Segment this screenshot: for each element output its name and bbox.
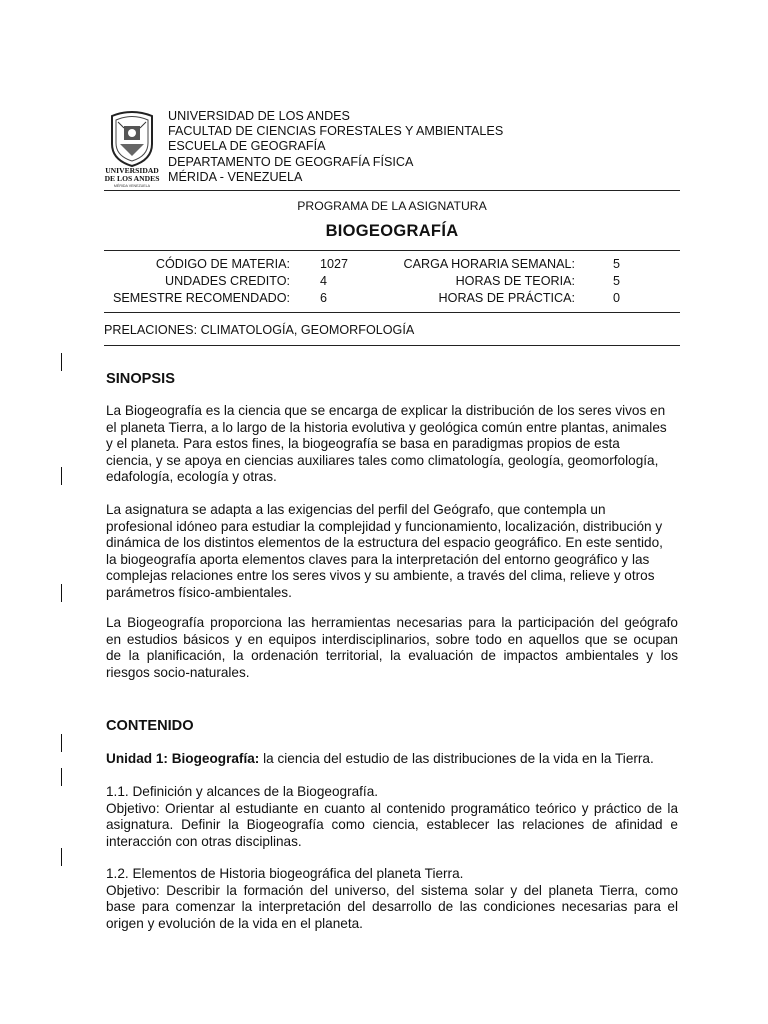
text-line: asignatura. Definir la Biogeografía como ciencia, establecer las relaciones de afinidad e (106, 817, 678, 833)
unit-1-title (106, 751, 654, 766)
text-line: Objetivo: Describir la formación del universo, del sistema solar y del planeta Tierra, como (106, 882, 678, 898)
text-line: profesional idóneo para estudiar la complejidad y funcionamiento, localización, distribución y (106, 518, 663, 534)
text-line: ciencia, y se apoya en ciencias auxiliares tales como climatología, geología, geomorfología, (106, 452, 659, 468)
prelaciones: PRELACIONES: CLIMATOLOGÍA, GEOMORFOLOGÍA (104, 323, 415, 337)
text-line: parámetros físico-ambientales. (106, 584, 292, 600)
revision-bar (61, 353, 62, 371)
teoria-value: 5 (613, 273, 621, 288)
sinopsis-heading: SINOPSIS (106, 371, 175, 387)
info-values-left (320, 256, 348, 306)
creditos-label: UNDADES CREDITO: (164, 273, 290, 288)
revision-bar (61, 768, 62, 786)
text-line: La asignatura se adapta a las exigencias del perfil del Geógrafo, que contempla un (106, 502, 606, 517)
university-logo (104, 110, 160, 190)
creditos-value: 4 (320, 273, 328, 288)
info-labels-right (380, 256, 575, 306)
item-heading: 1.1. Definición y alcances de la Biogeografía. (106, 784, 379, 799)
text-line: el planeta Tierra, a lo largo de la historia evolutiva y geológica común entre plantas, animales (106, 419, 667, 435)
carga-value: 5 (613, 257, 621, 271)
revision-bar (61, 584, 62, 602)
revision-bar (61, 467, 62, 485)
text-line: origen y evolución de la vida en el planeta. (106, 915, 363, 931)
text-line: edafología, ecología y otras. (106, 469, 277, 485)
teoria-label: HORAS DE TEORIA: (455, 273, 575, 288)
text-line: La Biogeografía es la ciencia que se encarga de explicar la distribución de los seres vivos en (106, 403, 666, 418)
logo-text-2: DE LOS ANDES (104, 174, 160, 183)
text-line: Objetivo: Orientar al estudiante en cuanto al contenido programático teórico y práctico de la (106, 800, 678, 816)
text-line: base para comenzar la interpretación del desarrollo de las condiciones necesarias para el (106, 899, 678, 915)
text-line: en estudios básicos y en equipos interdisciplinarios, sobre todo en aquellos que se ocupan (106, 631, 678, 647)
institution-line: UNIVERSIDAD DE LOS ANDES (168, 109, 350, 123)
title-divider (104, 250, 680, 251)
text-line: de la planificación, la ordenación territorial, la evaluación de impactos ambientales y los (106, 648, 678, 664)
practica-label: HORAS DE PRÁCTICA: (438, 290, 575, 305)
sinopsis-paragraph-3 (106, 615, 678, 681)
header-divider (104, 190, 680, 191)
unit-1-bold: Unidad 1: Biogeografía: (106, 751, 260, 766)
item-1-2 (106, 866, 678, 932)
practica-value: 0 (613, 290, 621, 305)
institution-line: FACULTAD DE CIENCIAS FORESTALES Y AMBIENTALES (168, 124, 504, 139)
institution-line: DEPARTAMENTO DE GEOGRAFÍA FÍSICA (168, 154, 414, 169)
carga-label: CARGA HORARIA SEMANAL: (403, 257, 575, 271)
text-line: la biogeografía aporta elementos claves para la interpretación del entorno geográfico y las (106, 551, 650, 567)
logo-text-3: MÉRIDA VENEZUELA (113, 184, 151, 188)
logo-text-1: UNIVERSIDAD (105, 166, 159, 175)
institution-line: MÉRIDA - VENEZUELA (168, 169, 303, 184)
institution-block (168, 109, 503, 185)
institution-line: ESCUELA DE GEOGRAFÍA (168, 139, 326, 154)
codigo-value: 1027 (320, 257, 349, 271)
text-line: interacción con otras disciplinas. (106, 833, 302, 849)
revision-bar (61, 734, 62, 752)
info-divider (104, 312, 680, 313)
prelaciones-divider (104, 345, 680, 346)
revision-bar (61, 848, 62, 866)
info-values-right (613, 256, 620, 306)
item-1-1 (106, 784, 678, 850)
text-line: complejas relaciones entre los seres vivos y su ambiente, a través del clima, relieve y otros (106, 568, 655, 584)
item-heading: 1.2. Elementos de Historia biogeográfica del planeta Tierra. (106, 866, 464, 881)
contenido-heading: CONTENIDO (106, 718, 194, 734)
text-line: y el planeta. Para estos fines, la biogeografía se basa en paradigmas propios de esta (106, 436, 620, 452)
text-line: dinámica de los distintos elementos de la estructura del espacio geográfico. En este sentido, (106, 535, 663, 551)
sinopsis-paragraph-2 (106, 502, 678, 602)
program-label: PROGRAMA DE LA ASIGNATURA (297, 199, 487, 213)
semestre-label: SEMESTRE RECOMENDADO: (112, 290, 290, 305)
text-line: riesgos socio-naturales. (106, 664, 250, 680)
course-title: BIOGEOGRAFÍA (325, 222, 459, 240)
info-labels-left (104, 256, 290, 306)
unit-1-rest: la ciencia del estudio de las distribuciones de la vida en la Tierra. (259, 751, 654, 766)
text-line: La Biogeografía proporciona las herramientas necesarias para la participación del geógrafo (106, 615, 678, 630)
semestre-value: 6 (320, 290, 328, 305)
sinopsis-paragraph-1 (106, 403, 678, 486)
codigo-label: CÓDIGO DE MATERIA: (155, 257, 290, 271)
